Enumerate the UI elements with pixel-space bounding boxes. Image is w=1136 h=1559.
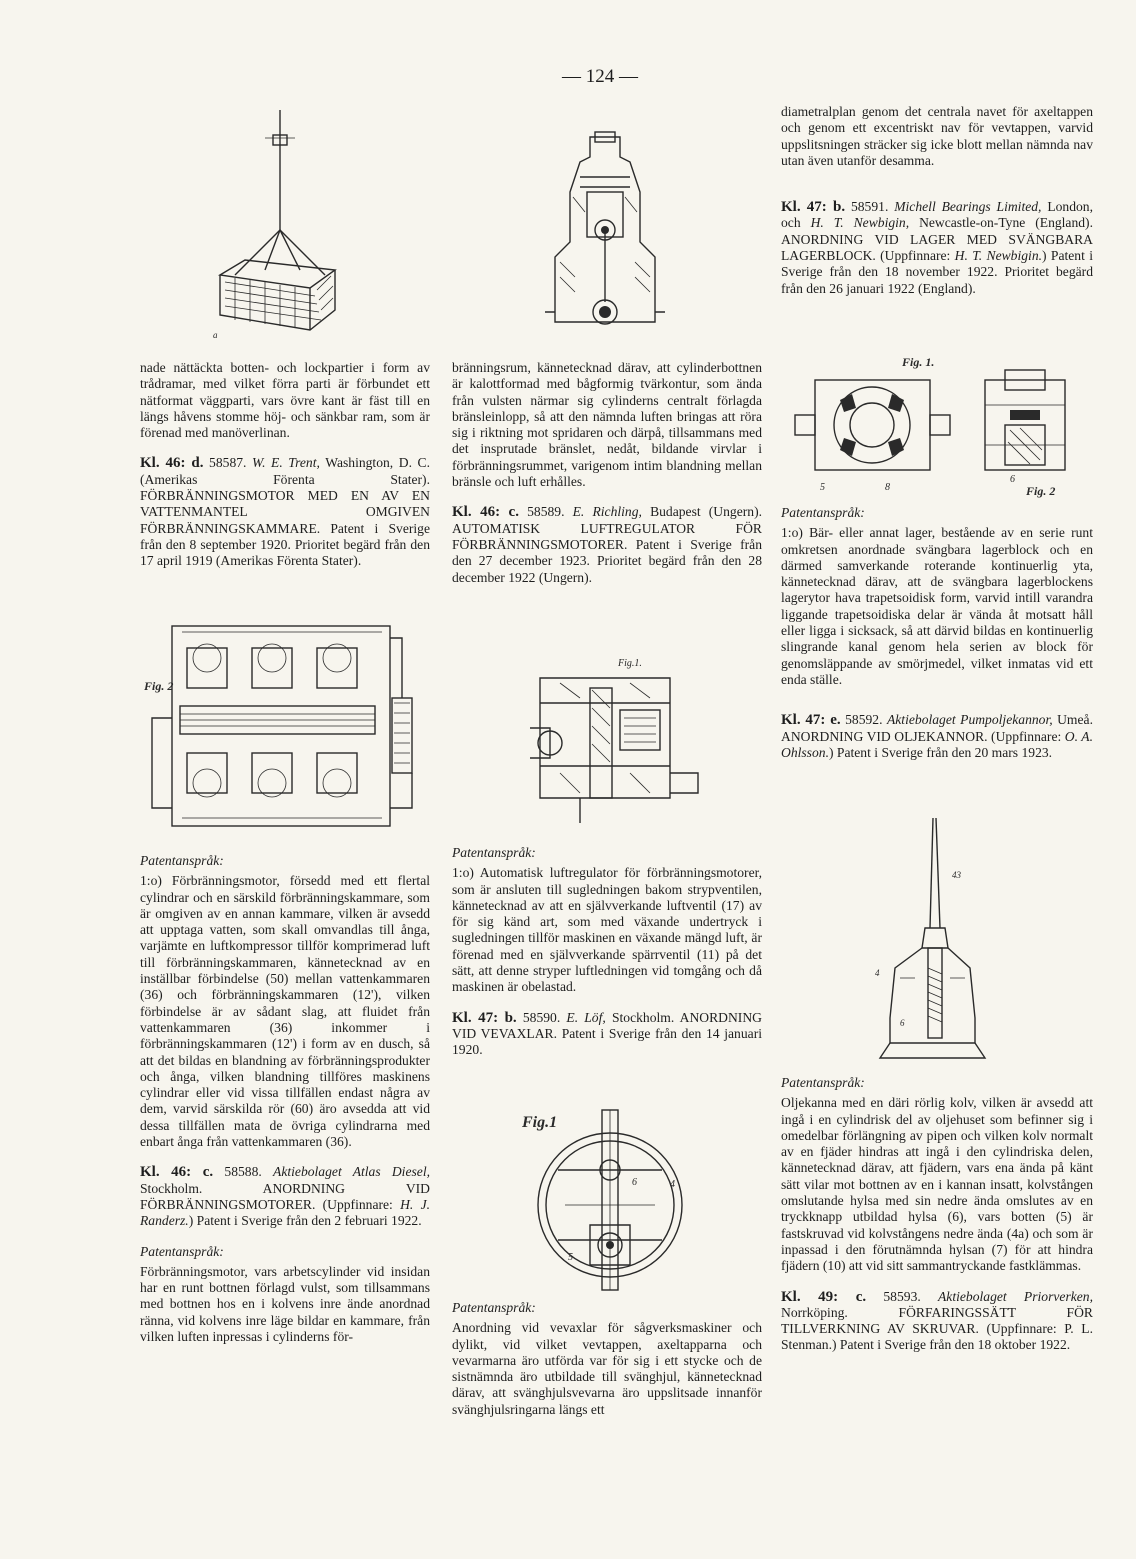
figure-caption: Fig.1	[522, 1114, 558, 1131]
figure-caption: Fig. 2	[1026, 484, 1056, 498]
entry-class: Kl. 47: b.	[452, 1009, 517, 1026]
claims-heading: Patentanspråk:	[781, 505, 865, 520]
entry-inventor: H. J. Randerz.	[140, 1196, 430, 1229]
claim-58592: Oljekanna med en däri rörlig kolv, vilken är avsedd att ingå i en cylindrisk del av oljehuset som befinner sig i omedelbar förlängning av pipen och vilken kolv normalt av en fjäder hindras att ingå i den cylindriska delen, kännetecknad därav, att fjädern, vars ena ända på känt sätt vilar mot bottnen av en i kannan insatt, kolvstången omslutande hylsa med sin nedre ända omslutes av en tryckknapp utbildad hylsa (6), vars botten (5) är fastskruvad vid kolvstångens nedre ända (4a) och som är inpassad i den förutnämnda hylsan (7) för att hindra fjädern (10) att vid sitt sammantryckande fastklämmas.	[781, 1095, 1093, 1274]
column-1	[140, 360, 430, 584]
entry-text: Stockholm. ANORDNING VID VEVAXLAR. Patent i Sverige från den 14 januari 1920.	[452, 1009, 762, 1058]
bearing-figure	[790, 350, 1090, 500]
entry-class: Kl. 46: c.	[140, 1164, 214, 1181]
column-3-claims-b	[781, 1075, 1093, 1368]
entry-58593	[781, 1289, 1093, 1354]
entry-number: 58593.	[883, 1288, 921, 1304]
claims-heading: Patentanspråk:	[452, 845, 536, 860]
column-3	[781, 104, 1093, 311]
entry-class: Kl. 47: b.	[781, 199, 846, 216]
entry-number: 58588.	[224, 1164, 262, 1180]
entry-text: Washington, D. C. (Amerikas Förenta Stater). FÖRBRÄNNINGSMOTOR MED EN AV EN VATTENMANTEL OMGIVEN FÖRBRÄNNINGSKAMMARE. Patent i Sverige från den 8 september 1920. Prioritet begärd från den 17 april 1919 (Amerikas Förenta Stater).	[140, 455, 430, 569]
entry-applicant: E. Richling,	[572, 504, 642, 520]
figure-caption: Fig.1.	[618, 658, 642, 669]
entry-number: 58592.	[845, 712, 883, 728]
entry-text: Umeå. ANORDNING VID OLJEKANNOR. (Uppfinnare:	[781, 712, 1093, 744]
entry-class: Kl. 46: c.	[452, 504, 519, 521]
column-2-claims-b	[452, 1300, 762, 1432]
crankshaft-figure	[520, 1105, 690, 1295]
svg-text:4: 4	[875, 968, 880, 978]
entry-applicant: Michell Bearings Limited,	[894, 199, 1042, 215]
claims-heading: Patentanspråk:	[140, 853, 224, 868]
svg-text:6: 6	[1010, 474, 1015, 485]
entry-applicant: W. E. Trent,	[252, 455, 320, 471]
entry-number: 58589.	[527, 504, 565, 520]
claim-58590-continued: diametralplan genom det centrala navet för axeltappen och genom ett excentriskt nav för vevtappen, varvid uppslitsningen sträcker sig icke blott mellan nämnda nav utan även utanför desamma.	[781, 104, 1093, 168]
page-number: — 124 —	[562, 66, 638, 87]
fishing-net-figure	[205, 110, 345, 340]
entry-text: Newcastle-on-Tyne (England). ANORDNING VID LAGER MED SVÄNGBARA LAGERBLOCK. (Uppfinnare:	[781, 215, 1093, 264]
entry-58590	[452, 1010, 762, 1059]
entry-inventor: H. T. Newbigin.	[954, 248, 1043, 264]
claim-58590: Anordning vid vevaxlar för sågverksmaskiner och dylikt, vid vilket vevtappen, axeltapparna och vevarmarna äro utförda var för sig i ett stycke och de sistnämnda äro utbildade till svänghjul, kännetecknad därav, att svänghjulsvevarna äro uppslitsade innanför svänghjulsringarna längs ett	[452, 1320, 762, 1417]
entry-inventor: O. A. Ohlsson.	[781, 728, 1093, 760]
entry-text: Stockholm. ANORDNING VID FÖRBRÄNNINGSMOTORER. (Uppfinnare:	[140, 1180, 430, 1212]
entry-58592	[781, 712, 1093, 761]
svg-text:43: 43	[952, 870, 961, 880]
entry-58588	[140, 1164, 430, 1229]
entry-number: 58587.	[209, 455, 247, 471]
entry-text: ) Patent i Sverige från den 20 mars 1923.	[828, 744, 1053, 760]
svg-text:5: 5	[568, 1252, 573, 1263]
engine-plan-figure	[142, 618, 440, 836]
claims-heading: Patentanspråk:	[140, 1243, 224, 1259]
entry-text: London, och	[781, 199, 1093, 231]
claims-heading: Patentanspråk:	[452, 1300, 536, 1315]
claim-58588: Förbränningsmotor, vars arbetscylinder vid insidan har en runt bottnen förlagd vulst, som tillsammans med bottnen hos en i kolvens inre ände anordnad ränna, vid kolvens inre läge bildar en kammare, från vilken luften inpressas i cylinderns för-	[140, 1263, 430, 1345]
entry-applicant: Aktiebolaget Atlas Diesel,	[273, 1164, 430, 1180]
column-2-claims	[452, 845, 762, 1073]
svg-text:a: a	[213, 330, 218, 340]
claim-58589: 1:o) Automatisk luftregulator för förbränningsmotorer, som är ansluten till sugledningen bakom strypventilen, kännetecknad av att en självverkande luftventil (17) av för sig känd art, som med växande undertryck i sugledningen tillför maskinen en växande mängd luft, är förenad med en självverkande spärrventil (11) på det sätt, att denne stryper luftledningen vid tomgång och då maskinen är obelastad.	[452, 865, 762, 995]
entry-text: Norrköping. FÖRFARINGSSÄTT FÖR TILLVERKNING AV SKRUVAR. (Uppfinnare: P. L. Stenman.) Patent i Sverige från den 18 oktober 1922.	[781, 1304, 1093, 1353]
figure-caption: Fig. 2	[144, 679, 174, 693]
oil-can-figure	[870, 818, 990, 1063]
claim-58587: 1:o) Förbränningsmotor, försedd med ett flertal cylindrar och en särskild förbränningskammare, som är omgiven av en annan kammare, vilken är avsedd att upptaga vatten, som skall omvandlas till ånga, varjämte en luftkompressor tillför komprimerad luft till förbränningskammaren, kännetecknad av en inställbar förbindelse (50) mellan vattenkammaren (36) och förbränningskammaren (12'), vilken förbindelse är av sådant slag, att fluidet från vattenkammaren (36) inkommer i förbränningskammaren (12') i form av en dusch, så att det bildas en blandning av förbränningsprodukter och ånga, vilken blandning tillföres maskinens cylindrar eller vid vissa tillfällen endast några av dem, varvid särskilda rör (60) äro avsedda att vid dessa tillfällen mata de övriga cylindrarna med enbart ånga från vattenkammaren (36).	[140, 873, 430, 1150]
svg-text:6: 6	[900, 1018, 905, 1028]
entry-class: Kl. 46: d.	[140, 455, 204, 472]
claim-58591: 1:o) Bär- eller annat lager, bestående av en serie runt omkretsen anordnade svängbara lagerblock och en därmed samverkande roterande kontinuerlig yta, kännetecknad därav, att de svängbara lagerblockens lagerytor hava trapetsoidisk form, varvid intill varandra liggande trapetsoidiska delar är vända åt motsatt håll eller ligga i sicksack, så att därvid bildas en kontinuerlig slingrande kanal genom hela serien av block för genomsläppande av smörjmedel, vilket inmatas vid ett enda ställe.	[781, 525, 1093, 687]
column-1-claims	[140, 853, 430, 1359]
entry-text: ) Patent i Sverige från den 18 november 1922. Prioritet begärd från den 26 januari 1922 (England).	[781, 248, 1093, 296]
svg-text:4: 4	[670, 1179, 675, 1190]
entry-applicant-2: H. T. Newbigin,	[810, 215, 910, 231]
claim-58588-continued: bränningsrum, kännetecknad därav, att cylinderbottnen är kalottformad med bågformig tvärkontur, som ända från vulsten närmar sig cylinderns centralt förlagda bränsleinlopp, så att den nämnda luften bringas att röra sig i riktning mot spridaren och därpå, tillsammans med det insprutade bränslet, nedåt, bildande virvlar i förbränningsrummet, varigenom intim blandning mellan bränsle och luft erhålles.	[452, 360, 762, 490]
air-regulator-figure	[520, 648, 700, 828]
svg-text:8: 8	[885, 482, 890, 493]
entry-applicant: Aktiebolaget Priorverken,	[938, 1288, 1093, 1304]
figure-caption: Fig. 1.	[902, 355, 935, 369]
column-3-claims	[781, 505, 1093, 775]
column-2	[452, 360, 762, 600]
claims-heading: Patentanspråk:	[781, 1075, 865, 1090]
entry-class: Kl. 47: e.	[781, 712, 841, 729]
entry-number: 58591.	[850, 199, 889, 215]
entry-text: ) Patent i Sverige från den 2 februari 1922.	[188, 1213, 422, 1229]
entry-class: Kl. 49: c.	[781, 1288, 867, 1305]
entry-text: Budapest (Ungern). AUTOMATISK LUFTREGULATOR FÖR FÖRBRÄNNINGSMOTORER. Patent i Sverige från den 27 december 1923. Prioritet begärd från den 28 december 1922 (Ungern).	[452, 504, 763, 585]
entry-58591	[781, 199, 1093, 297]
entry-applicant: E. Löf,	[566, 1009, 606, 1025]
svg-text:6: 6	[632, 1177, 637, 1188]
entry-58589	[452, 504, 762, 585]
engine-section-figure	[545, 132, 665, 342]
entry-58587	[140, 455, 430, 569]
entry-number: 58590.	[522, 1009, 561, 1025]
net-description: nade nättäckta botten- och lockpartier i form av trådramar, med vilket förra parti är förbundet ett nätformat väggparti, vars övre kant är fäst till en längs håvens stomme höj- och sänkbar ram, som är förenad med manöverlinan.	[140, 360, 430, 441]
svg-text:5: 5	[820, 482, 825, 493]
entry-applicant: Aktiebolaget Pumpoljekannor,	[886, 712, 1053, 728]
